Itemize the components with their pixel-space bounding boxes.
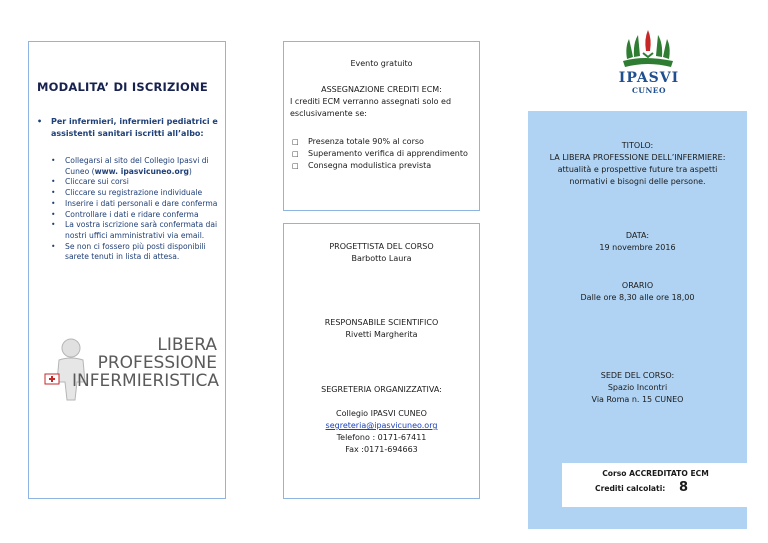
progettista-label: PROGETTISTA DEL CORSO: [329, 242, 434, 251]
bullet-icon: •: [37, 117, 43, 126]
website-link[interactable]: www. ipasvicuneo.org: [94, 166, 189, 176]
data-label: DATA:: [625, 231, 650, 240]
list-item: • Inserire i dati personali e dare conferma: [51, 199, 221, 210]
evento-gratuito: Evento gratuito: [350, 59, 413, 68]
ipasvi-city: CUNEO: [631, 86, 667, 95]
segreteria-email-link[interactable]: segreteria@ipasvicuneo.org: [325, 421, 438, 430]
ecm-info-panel: [283, 41, 480, 211]
responsabile-name: Rivetti Margherita: [345, 330, 418, 339]
list-item: • Cliccare sui corsi: [51, 177, 221, 188]
contacts-panel: [283, 223, 480, 499]
responsabile-label: RESPONSABILE SCIENTIFICO: [324, 318, 439, 327]
sede-place: Spazio Incontri: [607, 383, 668, 392]
accreditation-box: [562, 463, 749, 507]
list-item: • Collegarsi al sito del Collegio Ipasvi di Cuneo (www. ipasvicuneo.org): [51, 156, 221, 177]
crediti-value: 8: [679, 480, 689, 495]
logo-line-2: PROFESSIONE: [97, 353, 217, 373]
ipasvi-name: IPASVI: [618, 70, 680, 86]
list-item: • Cliccare su registrazione individuale: [51, 188, 221, 199]
progettista-name: Barbotto Laura: [351, 254, 412, 263]
accreditato-label: Corso ACCREDITATO ECM: [602, 469, 709, 478]
list-item: □ Presenza totale 90% al corso: [292, 136, 477, 148]
orario-label: ORARIO: [621, 281, 654, 290]
logo-line-1: LIBERA: [157, 335, 217, 355]
requirements-list: [292, 136, 477, 172]
audience-note: • Per infermieri, infermieri pediatrici e assistenti sanitari iscritti all’albo:: [37, 117, 218, 138]
crediti-label: Crediti calcolati:: [595, 484, 666, 493]
titolo-main: LA LIBERA PROFESSIONE DELL’INFERMIERE:: [549, 153, 726, 162]
registration-steps: [51, 156, 221, 263]
titolo-sub: attualità e prospettive future tra aspetti normativi e bisogni delle persone.: [557, 165, 718, 186]
orario-value: Dalle ore 8,30 alle ore 18,00: [580, 293, 695, 302]
titolo-label: TITOLO:: [621, 141, 654, 150]
sede-address: Via Roma n. 15 CUNEO: [591, 395, 684, 404]
segreteria-fax: Fax :0171-694663: [345, 445, 418, 454]
list-item: □ Superamento verifica di apprendimento: [292, 148, 477, 160]
list-item: □ Consegna modulistica prevista: [292, 160, 477, 172]
assegnazione-heading: ASSEGNAZIONE CREDITI ECM:: [321, 85, 442, 94]
segreteria-org: Collegio IPASVI CUNEO: [336, 409, 427, 418]
logo-line-3: INFERMIERISTICA: [72, 371, 219, 391]
list-item: • La vostra iscrizione sarà confermata dai nostri uffici amministrativi via email.: [51, 220, 221, 241]
segreteria-label: SEGRETERIA ORGANIZZATIVA:: [321, 385, 442, 394]
crediti-intro: I crediti ECM verranno assegnati solo ed esclusivamente se:: [290, 97, 452, 118]
data-value: 19 novembre 2016: [599, 243, 676, 252]
libera-professione-logo: [41, 336, 221, 404]
left-panel: [28, 41, 226, 499]
sede-label: SEDE DEL CORSO:: [600, 371, 675, 380]
list-item: • Se non ci fossero più posti disponibili sarete tenuti in lista di attesa.: [51, 242, 221, 263]
list-item: • Controllare i dati e ridare conferma: [51, 210, 221, 221]
segreteria-phone: Telefono : 0171-67411: [336, 433, 427, 442]
iscrizione-title: MODALITA’ DI ISCRIZIONE: [37, 80, 208, 94]
